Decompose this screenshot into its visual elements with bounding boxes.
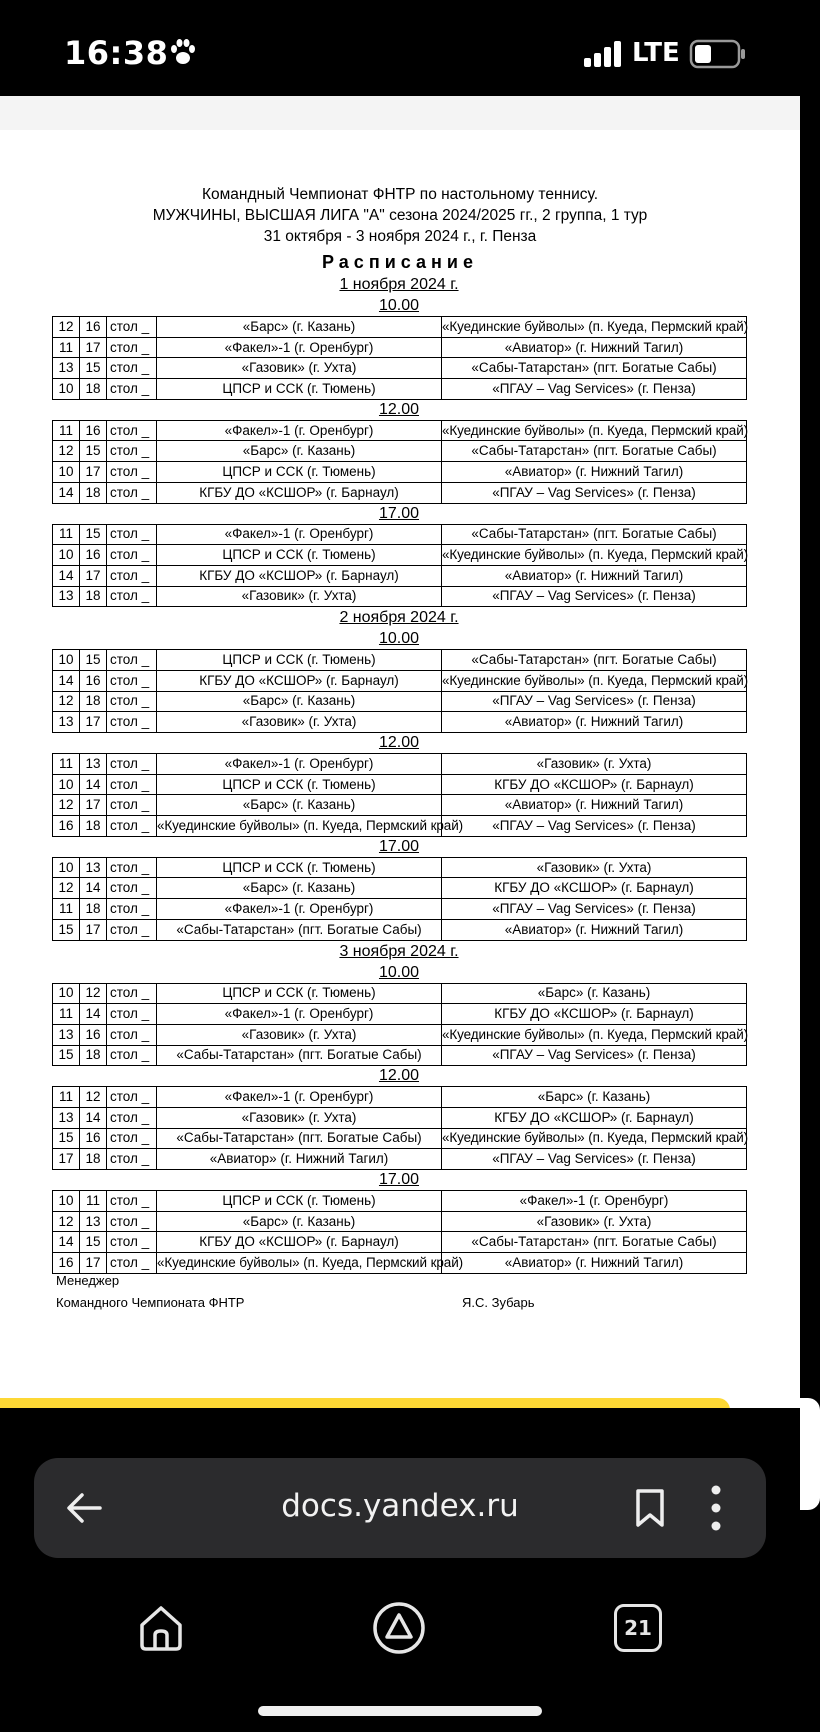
away-team-number: 12 bbox=[80, 983, 107, 1004]
table-row bbox=[53, 1004, 747, 1025]
browser-toolbar bbox=[0, 1408, 800, 1732]
away-team: «Факел»-1 (г. Оренбург) bbox=[442, 1191, 747, 1212]
table-row bbox=[53, 712, 747, 733]
table-row bbox=[53, 983, 747, 1004]
signal-icon bbox=[584, 41, 624, 67]
table-label: стол _ bbox=[107, 670, 157, 691]
home-team-number: 11 bbox=[53, 754, 80, 775]
home-team-number: 10 bbox=[53, 857, 80, 878]
table-label: стол _ bbox=[107, 1128, 157, 1149]
table-label: стол _ bbox=[107, 1024, 157, 1045]
games-table bbox=[52, 1086, 747, 1170]
away-team: «ПГАУ – Vag Services» (г. Пенза) bbox=[442, 482, 747, 503]
table-row bbox=[53, 754, 747, 775]
away-team: «Газовик» (г. Ухта) bbox=[442, 754, 747, 775]
table-label: стол _ bbox=[107, 462, 157, 483]
document-header bbox=[0, 184, 800, 247]
home-team: ЦПСР и ССК (г. Тюмень) bbox=[157, 650, 442, 671]
table-label: стол _ bbox=[107, 983, 157, 1004]
away-team: «Куединские буйволы» (п. Куеда, Пермский край) bbox=[442, 1024, 747, 1045]
away-team-number: 17 bbox=[80, 565, 107, 586]
header-line: 31 октября - 3 ноября 2024 г., г. Пенза bbox=[263, 228, 537, 245]
time-heading: 12.00 bbox=[378, 1067, 420, 1085]
table-label: стол _ bbox=[107, 358, 157, 379]
table-row bbox=[53, 337, 747, 358]
table-label: стол _ bbox=[107, 565, 157, 586]
games-table bbox=[52, 649, 747, 733]
home-team-number: 10 bbox=[53, 462, 80, 483]
table-label: стол _ bbox=[107, 1087, 157, 1108]
address-bar[interactable] bbox=[34, 1458, 766, 1558]
table-label: стол _ bbox=[107, 586, 157, 607]
signature-role: Менеджер bbox=[56, 1273, 120, 1288]
home-team-number: 12 bbox=[53, 795, 80, 816]
home-team: КГБУ ДО «КСШОР» (г. Барнаул) bbox=[157, 565, 442, 586]
away-team-number: 18 bbox=[80, 482, 107, 503]
time-heading: 10.00 bbox=[378, 630, 420, 648]
table-label: стол _ bbox=[107, 545, 157, 566]
table-row bbox=[53, 565, 747, 586]
home-team: «Барс» (г. Казань) bbox=[157, 317, 442, 338]
away-team: «Авиатор» (г. Нижний Тагил) bbox=[442, 337, 747, 358]
home-team-number: 13 bbox=[53, 1107, 80, 1128]
home-team: «Куединские буйволы» (п. Куеда, Пермский край) bbox=[157, 816, 442, 837]
time-heading: 12.00 bbox=[378, 400, 420, 418]
away-team: КГБУ ДО «КСШОР» (г. Барнаул) bbox=[442, 878, 747, 899]
away-team-number: 17 bbox=[80, 712, 107, 733]
table-row bbox=[53, 650, 747, 671]
bookmark-icon[interactable] bbox=[634, 1488, 666, 1528]
away-team-number: 17 bbox=[80, 337, 107, 358]
away-team: КГБУ ДО «КСШОР» (г. Барнаул) bbox=[442, 1107, 747, 1128]
away-team: «ПГАУ – Vag Services» (г. Пенза) bbox=[442, 691, 747, 712]
away-team: «ПГАУ – Vag Services» (г. Пенза) bbox=[442, 586, 747, 607]
home-team: «Газовик» (г. Ухта) bbox=[157, 586, 442, 607]
table-row bbox=[53, 1211, 747, 1232]
schedule-title: Расписание bbox=[322, 252, 478, 272]
away-team: «ПГАУ – Vag Services» (г. Пенза) bbox=[442, 899, 747, 920]
document-page bbox=[0, 130, 800, 1430]
table-row bbox=[53, 317, 747, 338]
table-label: стол _ bbox=[107, 337, 157, 358]
table-label: стол _ bbox=[107, 691, 157, 712]
away-team: «Сабы-Татарстан» (пгт. Богатые Сабы) bbox=[442, 441, 747, 462]
home-team: «Барс» (г. Казань) bbox=[157, 878, 442, 899]
home-team-number: 11 bbox=[53, 337, 80, 358]
schedule bbox=[52, 274, 749, 1274]
alice-assistant-icon[interactable] bbox=[372, 1601, 426, 1655]
away-team-number: 15 bbox=[80, 650, 107, 671]
home-team: «Куединские буйволы» (п. Куеда, Пермский край) bbox=[157, 1253, 442, 1274]
signature-name: Я.С. Зубарь bbox=[462, 1295, 535, 1310]
away-team: «Авиатор» (г. Нижний Тагил) bbox=[442, 712, 747, 733]
home-team-number: 10 bbox=[53, 774, 80, 795]
away-team: «ПГАУ – Vag Services» (г. Пенза) bbox=[442, 379, 747, 400]
away-team-number: 17 bbox=[80, 795, 107, 816]
home-team: «Сабы-Татарстан» (пгт. Богатые Сабы) bbox=[157, 919, 442, 940]
away-team-number: 14 bbox=[80, 878, 107, 899]
time-heading: 17.00 bbox=[378, 504, 420, 522]
url-text[interactable]: docs.yandex.ru bbox=[281, 1488, 519, 1524]
table-row bbox=[53, 379, 747, 400]
home-team-number: 12 bbox=[53, 878, 80, 899]
away-team-number: 16 bbox=[80, 420, 107, 441]
home-team: ЦПСР и ССК (г. Тюмень) bbox=[157, 983, 442, 1004]
table-label: стол _ bbox=[107, 754, 157, 775]
page-gap bbox=[0, 96, 800, 130]
table-label: стол _ bbox=[107, 1107, 157, 1128]
network-type: LTE bbox=[632, 38, 680, 68]
table-label: стол _ bbox=[107, 650, 157, 671]
away-team-number: 15 bbox=[80, 524, 107, 545]
away-team-number: 18 bbox=[80, 379, 107, 400]
home-team: ЦПСР и ССК (г. Тюмень) bbox=[157, 379, 442, 400]
table-row bbox=[53, 586, 747, 607]
home-team: ЦПСР и ССК (г. Тюмень) bbox=[157, 1191, 442, 1212]
home-team: «Авиатор» (г. Нижний Тагил) bbox=[157, 1149, 442, 1170]
home-team-number: 12 bbox=[53, 691, 80, 712]
table-label: стол _ bbox=[107, 774, 157, 795]
header-line: Командный Чемпионат ФНТР по настольному теннису. bbox=[201, 186, 599, 203]
away-team-number: 11 bbox=[80, 1191, 107, 1212]
away-team: «Авиатор» (г. Нижний Тагил) bbox=[442, 795, 747, 816]
table-row bbox=[53, 358, 747, 379]
home-team: «Газовик» (г. Ухта) bbox=[157, 1024, 442, 1045]
away-team: «Авиатор» (г. Нижний Тагил) bbox=[442, 565, 747, 586]
table-label: стол _ bbox=[107, 317, 157, 338]
home-team: «Сабы-Татарстан» (пгт. Богатые Сабы) bbox=[157, 1045, 442, 1066]
document-viewport[interactable] bbox=[0, 96, 800, 1408]
table-row bbox=[53, 1149, 747, 1170]
home-team-number: 16 bbox=[53, 816, 80, 837]
away-team: КГБУ ДО «КСШОР» (г. Барнаул) bbox=[442, 774, 747, 795]
home-team-number: 13 bbox=[53, 586, 80, 607]
more-vertical-icon[interactable] bbox=[710, 1484, 722, 1532]
away-team-number: 16 bbox=[80, 670, 107, 691]
table-row bbox=[53, 795, 747, 816]
table-label: стол _ bbox=[107, 919, 157, 940]
games-table bbox=[52, 316, 747, 400]
table-row bbox=[53, 482, 747, 503]
away-team-number: 15 bbox=[80, 1232, 107, 1253]
away-team-number: 17 bbox=[80, 919, 107, 940]
table-row bbox=[53, 919, 747, 940]
home-team-number: 17 bbox=[53, 1149, 80, 1170]
away-team: «Куединские буйволы» (п. Куеда, Пермский край) bbox=[442, 545, 747, 566]
home-team: «Факел»-1 (г. Оренбург) bbox=[157, 1087, 442, 1108]
away-team-number: 15 bbox=[80, 441, 107, 462]
table-label: стол _ bbox=[107, 795, 157, 816]
games-table bbox=[52, 753, 747, 837]
home-team: «Факел»-1 (г. Оренбург) bbox=[157, 524, 442, 545]
table-label: стол _ bbox=[107, 420, 157, 441]
home-team-number: 11 bbox=[53, 524, 80, 545]
away-team-number: 18 bbox=[80, 691, 107, 712]
home-team-number: 11 bbox=[53, 420, 80, 441]
date-heading: 2 ноября 2024 г. bbox=[339, 609, 459, 627]
home-team-number: 13 bbox=[53, 1024, 80, 1045]
away-team: «ПГАУ – Vag Services» (г. Пенза) bbox=[442, 816, 747, 837]
away-team: «Газовик» (г. Ухта) bbox=[442, 1211, 747, 1232]
home-team: «Барс» (г. Казань) bbox=[157, 691, 442, 712]
header-line: МУЖЧИНЫ, ВЫСШАЯ ЛИГА "А" сезона 2024/2025 гг., 2 группа, 1 тур bbox=[152, 207, 648, 224]
table-row bbox=[53, 1024, 747, 1045]
home-team-number: 14 bbox=[53, 565, 80, 586]
home-team: ЦПСР и ССК (г. Тюмень) bbox=[157, 462, 442, 483]
table-label: стол _ bbox=[107, 1211, 157, 1232]
away-team-number: 17 bbox=[80, 462, 107, 483]
home-team: «Факел»-1 (г. Оренбург) bbox=[157, 1004, 442, 1025]
table-row bbox=[53, 1128, 747, 1149]
away-team: «Газовик» (г. Ухта) bbox=[442, 857, 747, 878]
games-table bbox=[52, 857, 747, 941]
home-team-number: 14 bbox=[53, 1232, 80, 1253]
away-team: «Авиатор» (г. Нижний Тагил) bbox=[442, 462, 747, 483]
away-team: «Куединские буйволы» (п. Куеда, Пермский край) bbox=[442, 317, 747, 338]
home-team-number: 15 bbox=[53, 1045, 80, 1066]
table-row bbox=[53, 441, 747, 462]
table-row bbox=[53, 545, 747, 566]
table-label: стол _ bbox=[107, 878, 157, 899]
away-team: «Авиатор» (г. Нижний Тагил) bbox=[442, 1253, 747, 1274]
tabs-count-icon[interactable]: 21 bbox=[614, 1604, 662, 1652]
table-row bbox=[53, 774, 747, 795]
table-label: стол _ bbox=[107, 441, 157, 462]
home-team: «Факел»-1 (г. Оренбург) bbox=[157, 337, 442, 358]
home-team-number: 10 bbox=[53, 1191, 80, 1212]
home-indicator[interactable] bbox=[258, 1706, 542, 1716]
away-team: «Сабы-Татарстан» (пгт. Богатые Сабы) bbox=[442, 358, 747, 379]
time-heading: 17.00 bbox=[378, 837, 420, 855]
table-row bbox=[53, 1045, 747, 1066]
date-heading: 3 ноября 2024 г. bbox=[339, 942, 459, 960]
table-label: стол _ bbox=[107, 524, 157, 545]
signature-org: Командного Чемпионата ФНТР bbox=[56, 1295, 245, 1310]
home-team: «Факел»-1 (г. Оренбург) bbox=[157, 899, 442, 920]
home-team-number: 11 bbox=[53, 1087, 80, 1108]
away-team-number: 16 bbox=[80, 317, 107, 338]
away-team: «ПГАУ – Vag Services» (г. Пенза) bbox=[442, 1149, 747, 1170]
home-team-number: 11 bbox=[53, 1004, 80, 1025]
table-row bbox=[53, 462, 747, 483]
away-team-number: 13 bbox=[80, 1211, 107, 1232]
signature-block bbox=[56, 1270, 244, 1314]
status-time: 16:38 bbox=[64, 34, 169, 72]
table-row bbox=[53, 1232, 747, 1253]
table-label: стол _ bbox=[107, 482, 157, 503]
away-team-number: 12 bbox=[80, 1087, 107, 1108]
date-heading: 1 ноября 2024 г. bbox=[339, 276, 459, 293]
table-label: стол _ bbox=[107, 899, 157, 920]
home-team-number: 13 bbox=[53, 358, 80, 379]
away-team: «ПГАУ – Vag Services» (г. Пенза) bbox=[442, 1045, 747, 1066]
away-team: «Сабы-Татарстан» (пгт. Богатые Сабы) bbox=[442, 1232, 747, 1253]
time-heading: 12.00 bbox=[378, 734, 420, 751]
home-team: «Газовик» (г. Ухта) bbox=[157, 1107, 442, 1128]
table-row bbox=[53, 899, 747, 920]
home-team: «Сабы-Татарстан» (пгт. Богатые Сабы) bbox=[157, 1128, 442, 1149]
home-team-number: 14 bbox=[53, 670, 80, 691]
home-team: КГБУ ДО «КСШОР» (г. Барнаул) bbox=[157, 670, 442, 691]
table-row bbox=[53, 878, 747, 899]
home-team: ЦПСР и ССК (г. Тюмень) bbox=[157, 545, 442, 566]
table-row bbox=[53, 816, 747, 837]
away-team: «Авиатор» (г. Нижний Тагил) bbox=[442, 919, 747, 940]
away-team-number: 13 bbox=[80, 857, 107, 878]
table-row bbox=[53, 1087, 747, 1108]
away-team-number: 13 bbox=[80, 754, 107, 775]
table-label: стол _ bbox=[107, 1191, 157, 1212]
away-team-number: 18 bbox=[80, 586, 107, 607]
home-team: ЦПСР и ССК (г. Тюмень) bbox=[157, 857, 442, 878]
home-team-number: 13 bbox=[53, 712, 80, 733]
games-table bbox=[52, 983, 747, 1067]
games-table bbox=[52, 524, 747, 608]
paw-icon bbox=[168, 38, 198, 66]
home-team-number: 15 bbox=[53, 1128, 80, 1149]
away-team: КГБУ ДО «КСШОР» (г. Барнаул) bbox=[442, 1004, 747, 1025]
table-row bbox=[53, 1107, 747, 1128]
table-row bbox=[53, 524, 747, 545]
table-row bbox=[53, 691, 747, 712]
away-team: «Куединские буйволы» (п. Куеда, Пермский край) bbox=[442, 420, 747, 441]
home-team-number: 10 bbox=[53, 983, 80, 1004]
home-team: ЦПСР и ССК (г. Тюмень) bbox=[157, 774, 442, 795]
table-label: стол _ bbox=[107, 1045, 157, 1066]
away-team-number: 18 bbox=[80, 899, 107, 920]
home-team: «Барс» (г. Казань) bbox=[157, 795, 442, 816]
table-label: стол _ bbox=[107, 712, 157, 733]
away-team-number: 17 bbox=[80, 1253, 107, 1274]
table-row bbox=[53, 857, 747, 878]
battery-icon bbox=[690, 40, 746, 68]
away-team: «Куединские буйволы» (п. Куеда, Пермский край) bbox=[442, 1128, 747, 1149]
home-team-number: 11 bbox=[53, 899, 80, 920]
home-team: «Газовик» (г. Ухта) bbox=[157, 358, 442, 379]
away-team-number: 16 bbox=[80, 1024, 107, 1045]
away-team-number: 15 bbox=[80, 358, 107, 379]
home-team-number: 15 bbox=[53, 919, 80, 940]
away-team-number: 14 bbox=[80, 1004, 107, 1025]
away-team-number: 16 bbox=[80, 545, 107, 566]
home-team-number: 12 bbox=[53, 317, 80, 338]
away-team-number: 18 bbox=[80, 1149, 107, 1170]
table-label: стол _ bbox=[107, 379, 157, 400]
table-row bbox=[53, 1191, 747, 1212]
away-team-number: 16 bbox=[80, 1128, 107, 1149]
games-table bbox=[52, 1190, 747, 1274]
home-team-number: 10 bbox=[53, 650, 80, 671]
home-team-number: 10 bbox=[53, 545, 80, 566]
home-team-number: 16 bbox=[53, 1253, 80, 1274]
table-label: стол _ bbox=[107, 857, 157, 878]
games-table bbox=[52, 420, 747, 504]
home-team-number: 12 bbox=[53, 441, 80, 462]
home-team-number: 10 bbox=[53, 379, 80, 400]
away-team-number: 14 bbox=[80, 774, 107, 795]
time-heading: 17.00 bbox=[378, 1171, 420, 1188]
table-label: стол _ bbox=[107, 1004, 157, 1025]
home-team: «Факел»-1 (г. Оренбург) bbox=[157, 754, 442, 775]
home-team-number: 12 bbox=[53, 1211, 80, 1232]
time-heading: 10.00 bbox=[378, 297, 420, 314]
away-team: «Куединские буйволы» (п. Куеда, Пермский край) bbox=[442, 670, 747, 691]
away-team: «Барс» (г. Казань) bbox=[442, 1087, 747, 1108]
table-label: стол _ bbox=[107, 1149, 157, 1170]
away-team: «Сабы-Татарстан» (пгт. Богатые Сабы) bbox=[442, 650, 747, 671]
home-team: КГБУ ДО «КСШОР» (г. Барнаул) bbox=[157, 482, 442, 503]
home-team: «Барс» (г. Казань) bbox=[157, 441, 442, 462]
away-team-number: 18 bbox=[80, 1045, 107, 1066]
status-bar bbox=[0, 0, 800, 96]
home-team: «Факел»-1 (г. Оренбург) bbox=[157, 420, 442, 441]
away-team-number: 18 bbox=[80, 816, 107, 837]
table-row bbox=[53, 420, 747, 441]
home-team: «Газовик» (г. Ухта) bbox=[157, 712, 442, 733]
table-label: стол _ bbox=[107, 1232, 157, 1253]
table-label: стол _ bbox=[107, 1253, 157, 1274]
home-icon[interactable] bbox=[136, 1603, 186, 1653]
away-team-number: 14 bbox=[80, 1107, 107, 1128]
home-team: «Барс» (г. Казань) bbox=[157, 1211, 442, 1232]
table-row bbox=[53, 670, 747, 691]
home-team-number: 14 bbox=[53, 482, 80, 503]
time-heading: 10.00 bbox=[378, 963, 420, 981]
home-team: КГБУ ДО «КСШОР» (г. Барнаул) bbox=[157, 1232, 442, 1253]
away-team: «Сабы-Татарстан» (пгт. Богатые Сабы) bbox=[442, 524, 747, 545]
away-team: «Барс» (г. Казань) bbox=[442, 983, 747, 1004]
table-label: стол _ bbox=[107, 816, 157, 837]
